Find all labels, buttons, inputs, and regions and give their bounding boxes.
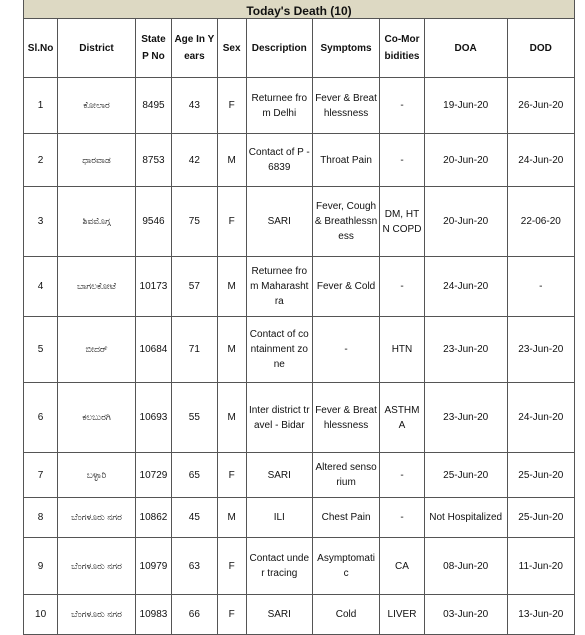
- header-dod: DOD: [507, 19, 574, 78]
- row-doa: 20-Jun-20: [424, 187, 507, 257]
- row-symptoms: Altered sensorium: [312, 453, 379, 498]
- row-description: Inter district travel - Bidar: [246, 383, 312, 453]
- header-state-pno: State P No: [135, 19, 171, 78]
- header-doa: DOA: [424, 19, 507, 78]
- row-sex: F: [217, 78, 246, 134]
- row-slno: 10: [24, 595, 58, 635]
- row-sex: M: [217, 134, 246, 187]
- row-slno: 7: [24, 453, 58, 498]
- row-age: 57: [172, 257, 218, 317]
- header-description: Description: [246, 19, 312, 78]
- row-sex: F: [217, 453, 246, 498]
- row-dod: 11-Jun-20: [507, 538, 574, 595]
- row-description: Contact of P - 6839: [246, 134, 312, 187]
- row-district: ಕಲಬುರಗಿ: [58, 383, 136, 453]
- row-dod: 22-06-20: [507, 187, 574, 257]
- row-slno: 6: [24, 383, 58, 453]
- table-row: [24, 78, 575, 134]
- row-doa: 03-Jun-20: [424, 595, 507, 635]
- row-state-pno: 10693: [135, 383, 171, 453]
- row-symptoms: Throat Pain: [312, 134, 379, 187]
- row-symptoms: Cold: [312, 595, 379, 635]
- row-comorbidities: -: [380, 257, 425, 317]
- row-slno: 3: [24, 187, 58, 257]
- death-table: [23, 0, 575, 635]
- row-symptoms: Chest Pain: [312, 498, 379, 538]
- row-symptoms: Fever & Breathlessness: [312, 78, 379, 134]
- row-age: 55: [172, 383, 218, 453]
- header-comorbidities: Co-Morbidities: [380, 19, 425, 78]
- row-state-pno: 8495: [135, 78, 171, 134]
- row-description: ILI: [246, 498, 312, 538]
- row-district: ಬಾಗಲಕೋಟೆ: [58, 257, 136, 317]
- row-doa: 25-Jun-20: [424, 453, 507, 498]
- table-row: [24, 453, 575, 498]
- row-state-pno: 10979: [135, 538, 171, 595]
- header-district: District: [58, 19, 136, 78]
- row-age: 43: [172, 78, 218, 134]
- row-description: Returnee from Maharashtra: [246, 257, 312, 317]
- row-description: Returnee from Delhi: [246, 78, 312, 134]
- row-age: 66: [172, 595, 218, 635]
- row-district: ಬೀದರ್: [58, 317, 136, 383]
- row-comorbidities: DM, HTN COPD: [380, 187, 425, 257]
- table-row: [24, 538, 575, 595]
- row-district: ಬೆಂಗಳೂರು ನಗರ: [58, 538, 136, 595]
- header-age: Age In Years: [172, 19, 218, 78]
- row-slno: 4: [24, 257, 58, 317]
- row-description: SARI: [246, 595, 312, 635]
- row-dod: 13-Jun-20: [507, 595, 574, 635]
- row-dod: -: [507, 257, 574, 317]
- table-body: [24, 78, 575, 635]
- row-symptoms: Fever, Cough & Breathlessness: [312, 187, 379, 257]
- row-comorbidities: -: [380, 134, 425, 187]
- row-district: ಶಿವಮೊಗ್ಗ: [58, 187, 136, 257]
- row-age: 71: [172, 317, 218, 383]
- row-doa: 20-Jun-20: [424, 134, 507, 187]
- row-description: Contact of containment zone: [246, 317, 312, 383]
- row-doa: 19-Jun-20: [424, 78, 507, 134]
- row-state-pno: 10983: [135, 595, 171, 635]
- header-sex: Sex: [217, 19, 246, 78]
- row-district: ಧಾರವಾಡ: [58, 134, 136, 187]
- row-symptoms: -: [312, 317, 379, 383]
- row-sex: F: [217, 187, 246, 257]
- row-district: ಬೆಂಗಳೂರು ನಗರ: [58, 498, 136, 538]
- row-comorbidities: CA: [380, 538, 425, 595]
- row-dod: 24-Jun-20: [507, 134, 574, 187]
- row-symptoms: Fever & Breathlessness: [312, 383, 379, 453]
- table-row: [24, 134, 575, 187]
- row-comorbidities: -: [380, 78, 425, 134]
- row-district: ಕೋಲಾರ: [58, 78, 136, 134]
- row-age: 45: [172, 498, 218, 538]
- row-slno: 2: [24, 134, 58, 187]
- row-dod: 24-Jun-20: [507, 383, 574, 453]
- row-doa: Not Hospitalized: [424, 498, 507, 538]
- header-symptoms: Symptoms: [312, 19, 379, 78]
- row-age: 63: [172, 538, 218, 595]
- row-sex: M: [217, 257, 246, 317]
- row-description: SARI: [246, 187, 312, 257]
- row-state-pno: 10729: [135, 453, 171, 498]
- row-sex: M: [217, 498, 246, 538]
- row-slno: 1: [24, 78, 58, 134]
- row-symptoms: Asymptomatic: [312, 538, 379, 595]
- row-dod: 25-Jun-20: [507, 453, 574, 498]
- row-state-pno: 10684: [135, 317, 171, 383]
- row-slno: 5: [24, 317, 58, 383]
- row-doa: 24-Jun-20: [424, 257, 507, 317]
- row-age: 75: [172, 187, 218, 257]
- header-row: [24, 19, 575, 78]
- row-sex: M: [217, 317, 246, 383]
- row-sex: F: [217, 538, 246, 595]
- row-doa: 23-Jun-20: [424, 317, 507, 383]
- table-title: Today's Death (10): [24, 0, 575, 19]
- row-age: 42: [172, 134, 218, 187]
- row-slno: 9: [24, 538, 58, 595]
- row-comorbidities: ASTHMA: [380, 383, 425, 453]
- table-row: [24, 317, 575, 383]
- row-comorbidities: -: [380, 498, 425, 538]
- row-state-pno: 9546: [135, 187, 171, 257]
- row-doa: 08-Jun-20: [424, 538, 507, 595]
- row-state-pno: 8753: [135, 134, 171, 187]
- row-state-pno: 10862: [135, 498, 171, 538]
- row-dod: 26-Jun-20: [507, 78, 574, 134]
- table-row: [24, 595, 575, 635]
- row-description: Contact under tracing: [246, 538, 312, 595]
- row-symptoms: Fever & Cold: [312, 257, 379, 317]
- table-row: [24, 187, 575, 257]
- row-dod: 23-Jun-20: [507, 317, 574, 383]
- table-row: [24, 383, 575, 453]
- row-district: ಬಳ್ಳಾರಿ: [58, 453, 136, 498]
- row-age: 65: [172, 453, 218, 498]
- row-comorbidities: LIVER: [380, 595, 425, 635]
- row-comorbidities: -: [380, 453, 425, 498]
- row-sex: M: [217, 383, 246, 453]
- row-doa: 23-Jun-20: [424, 383, 507, 453]
- row-state-pno: 10173: [135, 257, 171, 317]
- row-slno: 8: [24, 498, 58, 538]
- header-slno: Sl.No: [24, 19, 58, 78]
- row-district: ಬೆಂಗಳೂರು ನಗರ: [58, 595, 136, 635]
- row-description: SARI: [246, 453, 312, 498]
- row-comorbidities: HTN: [380, 317, 425, 383]
- row-sex: F: [217, 595, 246, 635]
- row-dod: 25-Jun-20: [507, 498, 574, 538]
- table-row: [24, 257, 575, 317]
- table-row: [24, 498, 575, 538]
